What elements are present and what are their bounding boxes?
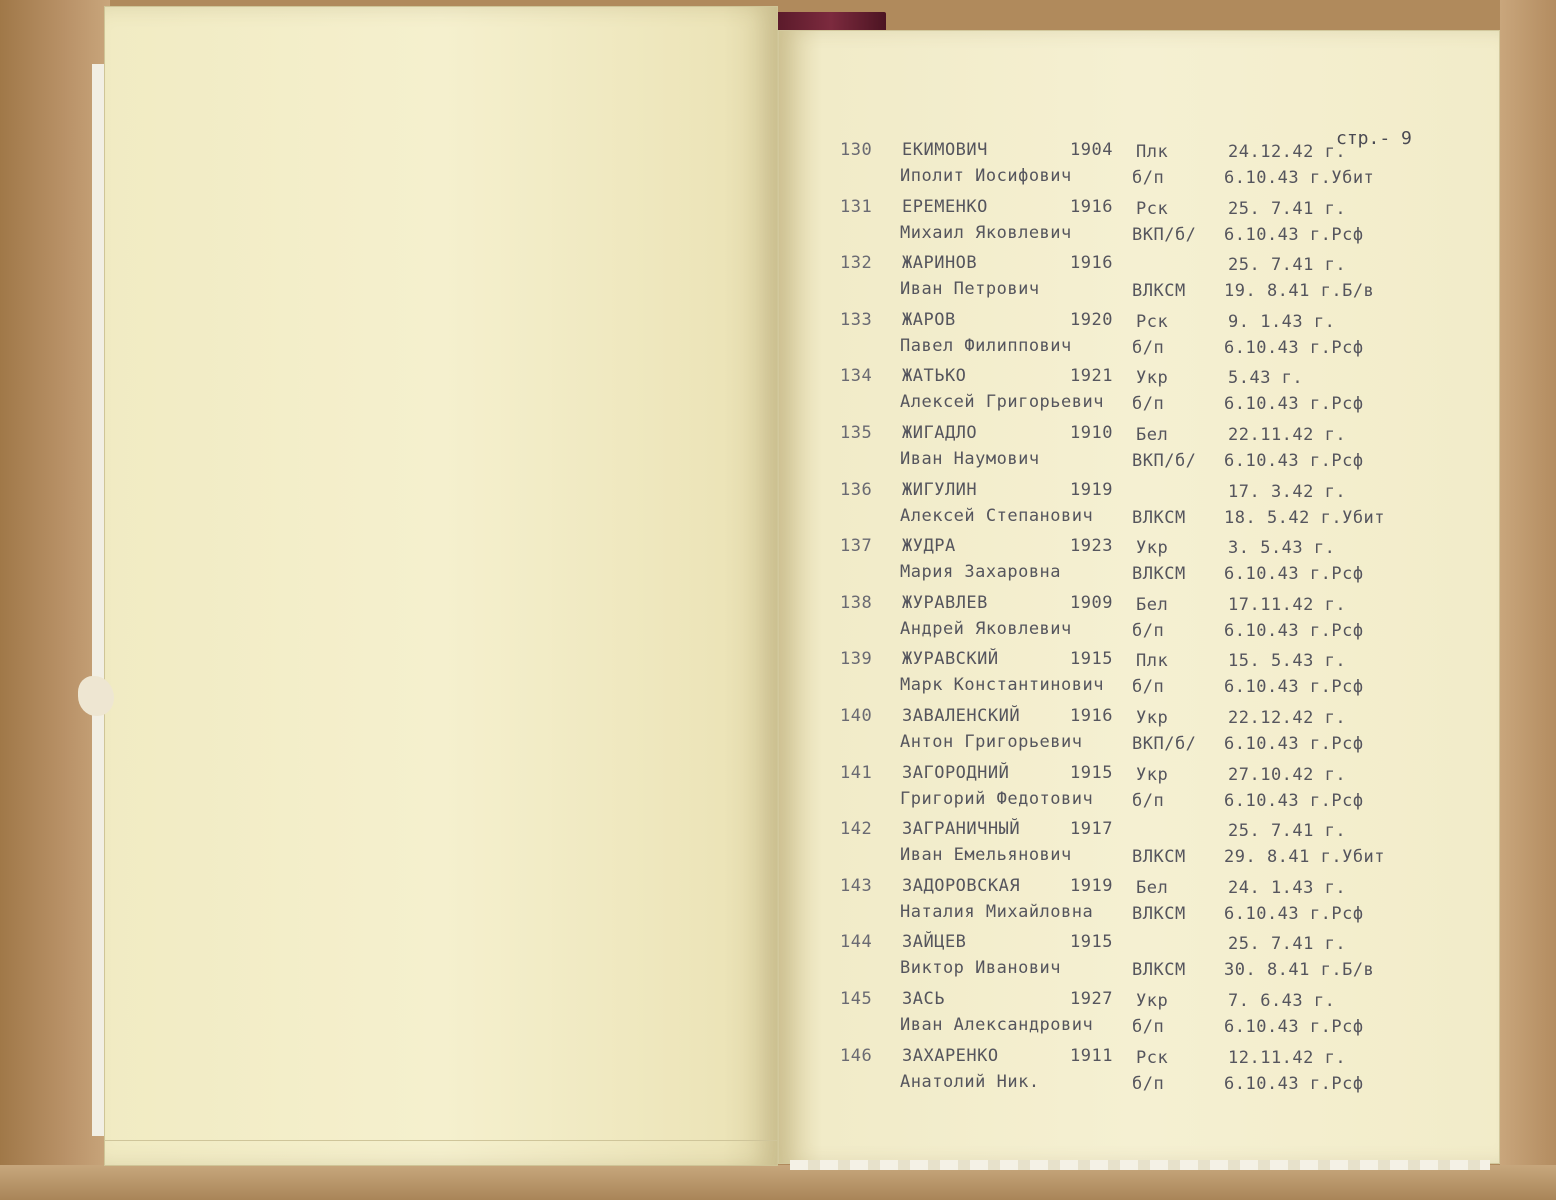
- entry-surname: ЖАРИНОВ: [902, 253, 978, 274]
- entry-given-names: Алексей Степанович: [900, 505, 1094, 526]
- entry-date-enlisted: 25. 7.41 г.: [1228, 255, 1347, 276]
- entry-date-enlisted: 24. 1.43 г.: [1228, 877, 1347, 898]
- entry-number: 140: [840, 706, 873, 726]
- entry-party: б/п: [1132, 168, 1165, 188]
- entry-given-names: Иван Петрович: [900, 279, 1040, 300]
- register-entry: [0, 362, 1556, 418]
- entry-date-discharged: 6.10.43 г.Рсф: [1224, 1017, 1364, 1037]
- entry-number: 142: [840, 819, 873, 840]
- entry-party: б/п: [1132, 1017, 1165, 1037]
- entry-party: б/п: [1132, 620, 1165, 641]
- entry-date-discharged: 6.10.43 г.Рсф: [1224, 734, 1364, 754]
- left-page-fold-line: [105, 1140, 777, 1141]
- entry-birth-year: 1915: [1070, 932, 1113, 953]
- entry-nationality: Рск: [1136, 311, 1169, 332]
- entry-nationality: Бел: [1136, 877, 1169, 898]
- entry-number: 130: [840, 140, 873, 160]
- entry-surname: ЖАТЬКО: [902, 366, 967, 387]
- entry-birth-year: 1917: [1070, 819, 1113, 840]
- entry-given-names: Иполит Иосифович: [900, 166, 1072, 186]
- entry-birth-year: 1904: [1070, 140, 1113, 160]
- entry-date-enlisted: 27.10.42 г.: [1228, 764, 1347, 785]
- entry-date-discharged: 6.10.43 г.Рсф: [1224, 337, 1364, 358]
- entry-given-names: Павел Филиппович: [900, 335, 1072, 356]
- entry-birth-year: 1911: [1070, 1045, 1113, 1066]
- entry-date-discharged: 6.10.43 г.Рсф: [1224, 790, 1364, 811]
- entry-surname: ЖУРАВСКИЙ: [902, 649, 999, 670]
- entry-party: б/п: [1132, 1073, 1165, 1094]
- entry-date-enlisted: 12.11.42 г.: [1228, 1047, 1347, 1068]
- entry-date-enlisted: 5.43 г.: [1228, 368, 1304, 389]
- register-entry: [0, 702, 1556, 758]
- entry-party: ВКП/б/: [1132, 224, 1197, 245]
- entry-number: 143: [840, 875, 873, 896]
- register-entry: [0, 589, 1556, 645]
- entry-date-discharged: 18. 5.42 г.Убит: [1224, 507, 1386, 528]
- desk-surface-bottom: [0, 1165, 1556, 1200]
- entry-party: ВЛКСМ: [1132, 903, 1186, 924]
- entry-nationality: Рск: [1136, 1047, 1169, 1068]
- entry-date-discharged: 6.10.43 г.Рсф: [1224, 224, 1364, 245]
- entry-surname: ЕРЕМЕНКО: [902, 196, 988, 217]
- entry-date-discharged: 6.10.43 г.Рсф: [1224, 1073, 1364, 1094]
- entry-party: б/п: [1132, 677, 1165, 698]
- torn-page-edge: [790, 1160, 1490, 1170]
- entry-party: ВЛКСМ: [1132, 507, 1186, 528]
- entry-surname: ЗАСЬ: [902, 989, 945, 1009]
- entry-date-enlisted: 22.11.42 г.: [1228, 425, 1347, 445]
- entry-birth-year: 1923: [1070, 536, 1113, 557]
- entry-number: 137: [840, 536, 873, 557]
- register-entry: [0, 476, 1556, 532]
- entry-date-discharged: 6.10.43 г.Рсф: [1224, 564, 1364, 585]
- entry-given-names: Григорий Федотович: [900, 788, 1094, 809]
- entry-date-discharged: 19. 8.41 г.Б/в: [1224, 281, 1375, 302]
- entry-date-enlisted: 25. 7.41 г.: [1228, 821, 1347, 842]
- entry-given-names: Наталия Михайловна: [900, 901, 1094, 922]
- entry-nationality: Укр: [1136, 538, 1169, 559]
- entry-surname: ЗАГОРОДНИЙ: [902, 762, 1010, 783]
- entry-party: б/п: [1132, 337, 1165, 358]
- entry-number: 144: [840, 932, 873, 953]
- register-entry: [0, 872, 1556, 928]
- entry-number: 131: [840, 196, 873, 217]
- entry-number: 134: [840, 366, 873, 387]
- entry-date-discharged: 6.10.43 г.Рсф: [1224, 451, 1364, 471]
- entry-birth-year: 1910: [1070, 423, 1113, 443]
- entry-date-enlisted: 24.12.42 г.: [1228, 142, 1347, 162]
- entry-birth-year: 1916: [1070, 253, 1113, 274]
- register-entry: [0, 759, 1556, 815]
- entry-given-names: Мария Захаровна: [900, 562, 1062, 583]
- entry-date-discharged: 6.10.43 г.Убит: [1224, 168, 1375, 188]
- entry-nationality: Укр: [1136, 708, 1169, 728]
- entry-surname: ЗАЙЦЕВ: [902, 932, 967, 953]
- register-entry: [0, 419, 1556, 475]
- entry-surname: ЖИГУЛИН: [902, 479, 978, 500]
- entry-given-names: Анатолий Ник.: [900, 1071, 1040, 1092]
- entry-birth-year: 1916: [1070, 706, 1113, 726]
- entry-number: 132: [840, 253, 873, 274]
- entry-nationality: Плк: [1136, 651, 1169, 672]
- register-entry: [0, 193, 1556, 249]
- entry-given-names: Виктор Иванович: [900, 958, 1062, 979]
- entry-given-names: Михаил Яковлевич: [900, 222, 1072, 243]
- entry-party: ВКП/б/: [1132, 451, 1197, 471]
- entry-birth-year: 1915: [1070, 649, 1113, 670]
- entry-birth-year: 1920: [1070, 309, 1113, 330]
- register-entry: [0, 532, 1556, 588]
- entry-surname: ЖАРОВ: [902, 309, 956, 330]
- entry-date-enlisted: 25. 7.41 г.: [1228, 934, 1347, 955]
- entry-number: 139: [840, 649, 873, 670]
- entry-nationality: Рск: [1136, 198, 1169, 219]
- entry-number: 136: [840, 479, 873, 500]
- entry-date-enlisted: 25. 7.41 г.: [1228, 198, 1347, 219]
- entry-number: 138: [840, 592, 873, 613]
- entry-surname: ЖИГАДЛО: [902, 423, 978, 443]
- entry-given-names: Иван Наумович: [900, 449, 1040, 469]
- entry-surname: ЗАВАЛЕНСКИЙ: [902, 706, 1021, 726]
- entry-nationality: Бел: [1136, 425, 1169, 445]
- entry-birth-year: 1927: [1070, 989, 1113, 1009]
- entry-date-enlisted: 7. 6.43 г.: [1228, 991, 1336, 1011]
- entry-surname: ЖУРАВЛЕВ: [902, 592, 988, 613]
- entry-surname: ЕКИМОВИЧ: [902, 140, 988, 160]
- entry-number: 135: [840, 423, 873, 443]
- entry-nationality: Плк: [1136, 142, 1169, 162]
- entry-nationality: Укр: [1136, 991, 1169, 1011]
- entry-date-discharged: 30. 8.41 г.Б/в: [1224, 960, 1375, 981]
- entry-birth-year: 1915: [1070, 762, 1113, 783]
- entry-surname: ЗАДОРОВСКАЯ: [902, 875, 1021, 896]
- entry-number: 146: [840, 1045, 873, 1066]
- entry-date-enlisted: 17. 3.42 г.: [1228, 481, 1347, 502]
- register-entry: [0, 985, 1556, 1041]
- entry-given-names: Иван Емельянович: [900, 845, 1072, 866]
- register-entry: [0, 306, 1556, 362]
- entry-number: 145: [840, 989, 873, 1009]
- entry-birth-year: 1919: [1070, 479, 1113, 500]
- entry-birth-year: 1919: [1070, 875, 1113, 896]
- entry-party: ВЛКСМ: [1132, 564, 1186, 585]
- entry-date-discharged: 6.10.43 г.Рсф: [1224, 677, 1364, 698]
- entry-number: 133: [840, 309, 873, 330]
- entry-party: ВЛКСМ: [1132, 281, 1186, 302]
- entry-surname: ЗАГРАНИЧНЫЙ: [902, 819, 1021, 840]
- page-number-label: стр.- 9: [1336, 128, 1412, 149]
- entry-date-enlisted: 17.11.42 г.: [1228, 594, 1347, 615]
- entry-nationality: Укр: [1136, 764, 1169, 785]
- entry-date-discharged: 6.10.43 г.Рсф: [1224, 394, 1364, 415]
- entry-date-discharged: 29. 8.41 г.Убит: [1224, 847, 1386, 868]
- entry-date-discharged: 6.10.43 г.Рсф: [1224, 620, 1364, 641]
- entry-date-enlisted: 15. 5.43 г.: [1228, 651, 1347, 672]
- entry-date-enlisted: 9. 1.43 г.: [1228, 311, 1336, 332]
- register-entry: [0, 1042, 1556, 1098]
- entry-date-enlisted: 3. 5.43 г.: [1228, 538, 1336, 559]
- entry-given-names: Андрей Яковлевич: [900, 618, 1072, 639]
- entry-party: ВЛКСМ: [1132, 847, 1186, 868]
- entry-birth-year: 1921: [1070, 366, 1113, 387]
- entry-party: ВКП/б/: [1132, 734, 1197, 754]
- entry-given-names: Иван Александрович: [900, 1015, 1094, 1035]
- entry-surname: ЖУДРА: [902, 536, 956, 557]
- entry-date-discharged: 6.10.43 г.Рсф: [1224, 903, 1364, 924]
- register-entry: [0, 136, 1556, 192]
- register-entry: [0, 249, 1556, 305]
- register-entry: [0, 815, 1556, 871]
- entry-birth-year: 1909: [1070, 592, 1113, 613]
- entry-given-names: Марк Константинович: [900, 675, 1104, 696]
- entry-party: б/п: [1132, 394, 1165, 415]
- entry-birth-year: 1916: [1070, 196, 1113, 217]
- entry-party: б/п: [1132, 790, 1165, 811]
- entry-date-enlisted: 22.12.42 г.: [1228, 708, 1347, 728]
- entry-nationality: Укр: [1136, 368, 1169, 389]
- entry-nationality: Бел: [1136, 594, 1169, 615]
- entry-party: ВЛКСМ: [1132, 960, 1186, 981]
- entry-given-names: Алексей Григорьевич: [900, 392, 1104, 413]
- entry-surname: ЗАХАРЕНКО: [902, 1045, 999, 1066]
- register-entry: [0, 928, 1556, 984]
- register-entry: [0, 645, 1556, 701]
- entry-number: 141: [840, 762, 873, 783]
- entry-given-names: Антон Григорьевич: [900, 732, 1083, 752]
